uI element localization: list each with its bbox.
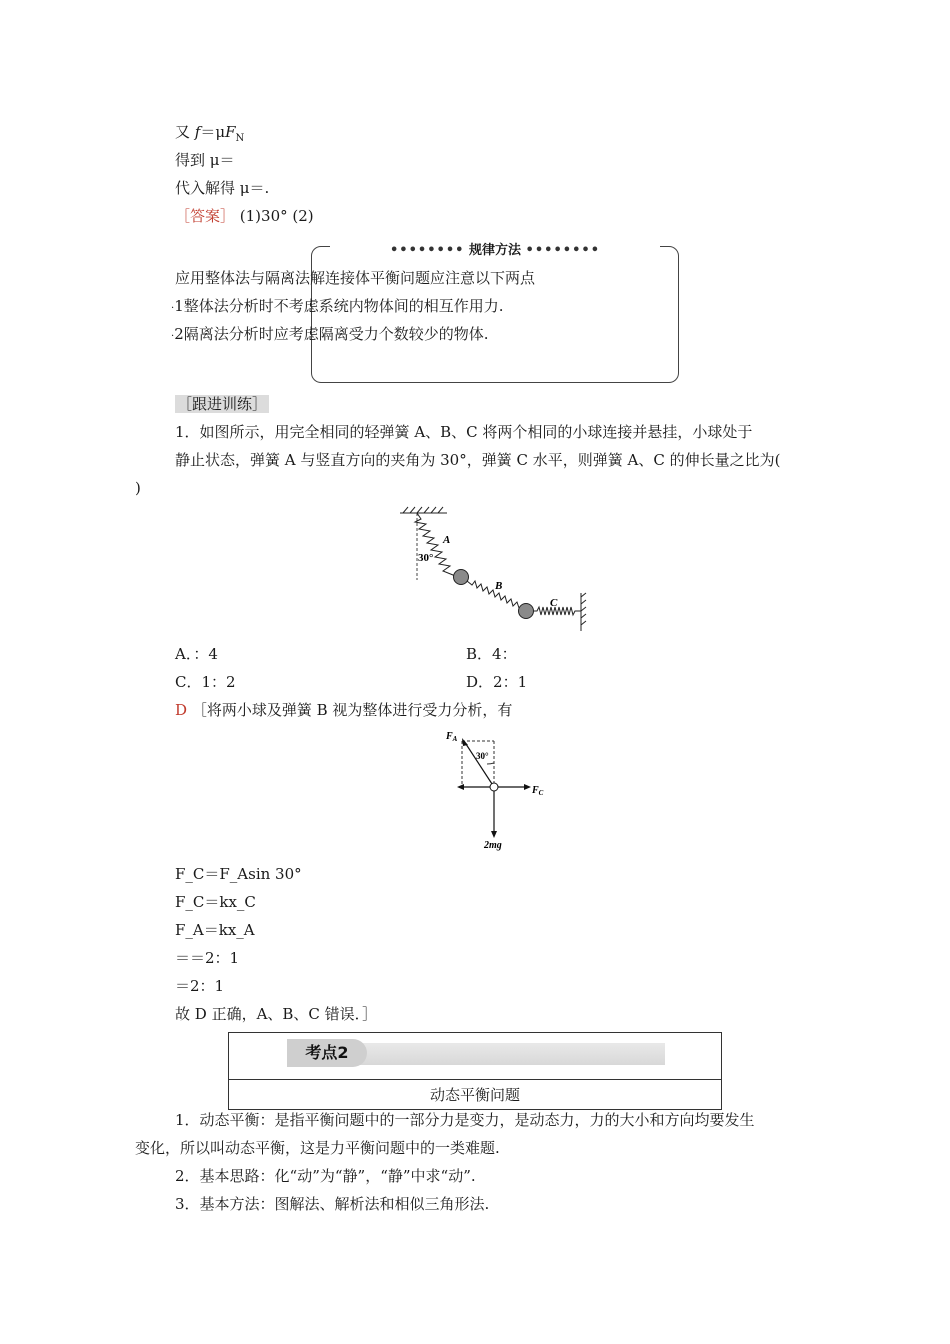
label-spring-b: B — [495, 580, 503, 592]
training-tag: ［跟进训练］ — [177, 395, 268, 413]
solution-eq-4: ＝＝2：1 — [175, 949, 240, 967]
spring-a — [415, 513, 457, 577]
svg-text:2mg: 2mg — [484, 840, 502, 851]
body-point-2: 2．基本思路：化“动”为“静”，“静”中求“动”. — [175, 1167, 476, 1185]
body-point — [490, 783, 498, 791]
label-spring-c: C — [550, 597, 558, 609]
method-intro: 应用整体法与隔离法解连接体平衡问题应注意以下两点 — [175, 269, 536, 287]
answer-tag: ［答案］ — [175, 207, 236, 225]
option-d: D．2：1 — [466, 673, 528, 691]
wall-hatch — [581, 593, 586, 631]
question-line-1: 1．如图所示，用完全相同的轻弹簧 A、B、C 将两个相同的小球连接并悬挂，小球处于 — [175, 423, 753, 441]
solution-conclusion: 故 D 正确，A、B、C 错误．］ — [175, 1005, 378, 1023]
eq-friction-line: 又 $f=\mu F_N$ — [175, 123, 245, 144]
topic-box — [228, 1032, 722, 1110]
springs-figure — [395, 505, 595, 635]
solution-intro-line: D ［将两小球及弹簧 B 视为整体进行受力分析，有 — [175, 701, 513, 719]
force-diagram — [440, 727, 550, 852]
answer-text: (1)30° (2) — [235, 207, 314, 225]
label-spring-a: A — [443, 534, 451, 546]
question-line-2: 静止状态，弹簧 A 与竖直方向的夹角为 30°，弹簧 C 水平，则弹簧 A、C 的伸长量之比为( — [175, 451, 781, 469]
topic-name: 动态平衡问题 — [429, 1086, 520, 1104]
solution-eq-5: ＝2：1 — [175, 977, 225, 995]
topic-badge: 考点2 — [287, 1039, 367, 1067]
question-line-3: ) — [135, 479, 141, 497]
svg-text:FA: $F_A$ — [446, 731, 458, 743]
method-point-1: ·1整体法分析时不考虑系统内物体间的相互作用力. — [171, 297, 504, 315]
solution-eq-2: F_C＝kx_C — [175, 893, 256, 911]
svg-text:30°: 30° — [476, 751, 489, 761]
method-title: •••••••• 规律方法 •••••••• — [330, 239, 660, 255]
body-point-1a: 1．动态平衡：是指平衡问题中的一部分力是变力，是动态力，力的大小和方向均要发生 — [175, 1111, 755, 1129]
ball-2 — [519, 604, 534, 619]
ceiling-hatch — [400, 507, 447, 513]
option-b: B．4： — [466, 645, 517, 663]
solution-eq-1: F_C＝F_Asin 30° — [175, 865, 302, 883]
ball-1 — [454, 570, 469, 585]
body-point-1b: 变化，所以叫动态平衡，这是力平衡问题中的一类难题. — [135, 1139, 500, 1157]
option-a: A．：4 — [175, 645, 218, 663]
spring-c — [534, 607, 581, 615]
solution-key: D — [175, 701, 188, 719]
method-point-2: ·2隔离法分析时应考虑隔离受力个数较少的物体. — [171, 325, 489, 343]
answer-line — [175, 206, 314, 226]
svg-text:FC: $F_C$ — [532, 785, 544, 797]
angle-label: 30° — [418, 552, 434, 564]
solution-eq-3: F_A＝kx_A — [175, 921, 255, 939]
eq-solve-line: 代入解得 μ＝. — [175, 179, 270, 197]
body-point-3: 3．基本方法：图解法、解析法和相似三角形法. — [175, 1195, 490, 1213]
option-c: C．1：2 — [175, 673, 236, 691]
eq-mu-line: 得到 μ＝ — [175, 151, 235, 169]
